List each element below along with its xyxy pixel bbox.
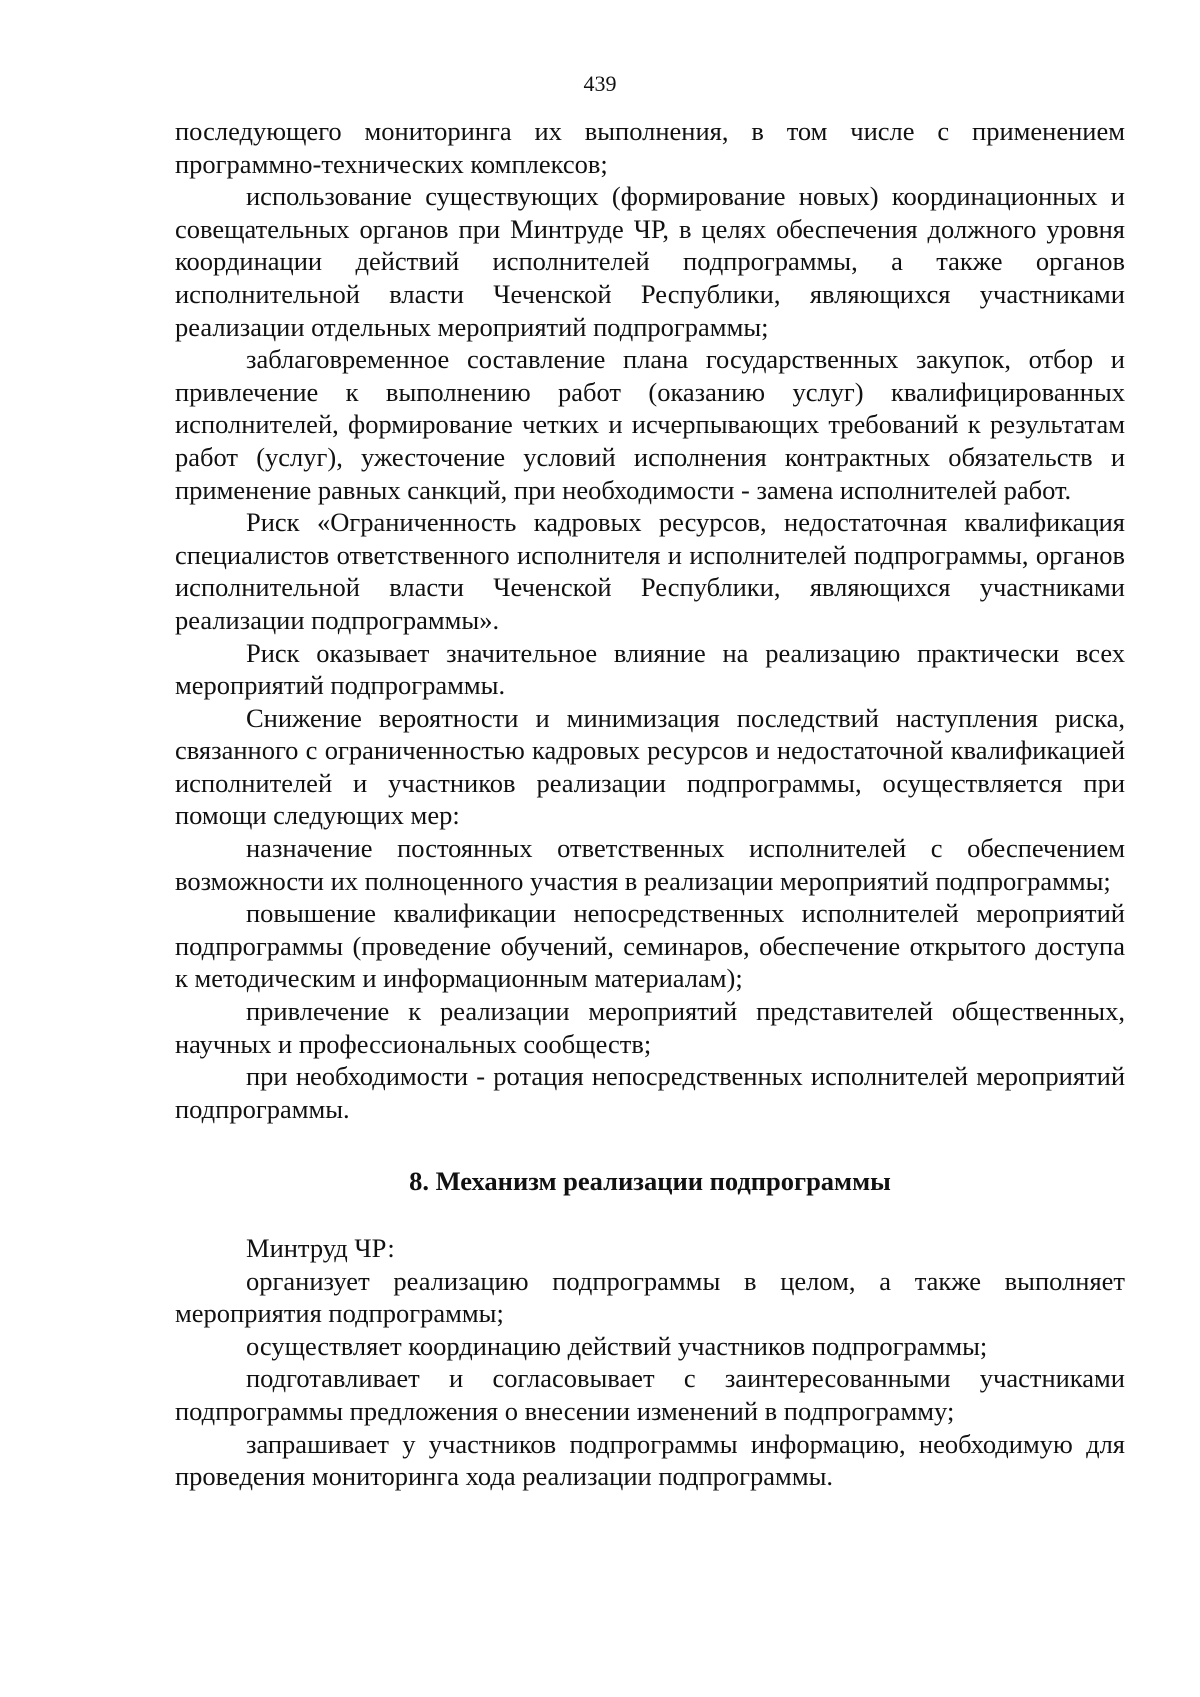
paragraph: осуществляет координацию действий участников подпрограммы; — [246, 1330, 988, 1361]
section-heading: 8. Механизм реализации подпрограммы — [409, 1166, 891, 1197]
paragraph: запрашивает у участников подпрограммы информацию, необходимую для проведения мониторинга хода реализации подпрограммы. — [175, 1428, 1125, 1492]
paragraph: повышение квалификации непосредственных исполнителей мероприятий подпрограммы (проведение обучений, семинаров, обеспечение открытого доступа к методическим и информационным материалам); — [175, 898, 1125, 994]
paragraph: использование существующих (формирование новых) координационных и совещательных органов при Минтруде ЧР, в целях обеспечения должного уровня координации действий исполнителей подпрограммы, а также органов исполнительной власти Чеченской Республики, являющихся участниками реализации отдельных мероприятий подпрограммы; — [175, 181, 1125, 342]
paragraph: организует реализацию подпрограммы в целом, а также выполняет мероприятия подпрограммы; — [175, 1265, 1125, 1329]
paragraph: назначение постоянных ответственных исполнителей с обеспечением возможности их полноценного участия в реализации мероприятий подпрограммы; — [175, 833, 1125, 896]
paragraph: Снижение вероятности и минимизация последствий наступления риска, связанного с ограниченностью кадровых ресурсов и недостаточной квалификацией исполнителей и участников реализации подпрограммы, осуществляется при помощи следующих мер: — [175, 702, 1125, 831]
paragraph: Минтруд ЧР: — [246, 1233, 395, 1263]
paragraph: заблаговременное составление плана государственных закупок, отбор и привлечение к выполнению работ (оказанию услуг) квалифицированных исполнителей, формирование четких и исчерпывающих требований к результатам работ (услуг), ужесточение условий исполнения контрактных обязательств и применение равных санкций, при необходимости - замена исполнителей работ. — [175, 344, 1125, 505]
paragraph: привлечение к реализации мероприятий представителей общественных, научных и профессиональных сообществ; — [175, 996, 1125, 1059]
paragraph: последующего мониторинга их выполнения, в том числе с применением программно-технических комплексов; — [175, 116, 1125, 179]
paragraph: при необходимости - ротация непосредственных исполнителей мероприятий подпрограммы. — [175, 1061, 1125, 1124]
document-body — [175, 115, 1125, 1493]
paragraph: подготавливает и согласовывает с заинтересованными участниками подпрограммы предложения о внесении изменений в подпрограмму; — [175, 1363, 1125, 1426]
page-number: 439 — [583, 71, 617, 96]
paragraph: Риск «Ограниченность кадровых ресурсов, недостаточная квалификация специалистов ответственного исполнителя и исполнителей подпрограммы, органов исполнительной власти Чеченской Республики, являющихся участниками реализации подпрограммы». — [175, 507, 1125, 635]
paragraph: Риск оказывает значительное влияние на реализацию практически всех мероприятий подпрограммы. — [175, 637, 1125, 701]
